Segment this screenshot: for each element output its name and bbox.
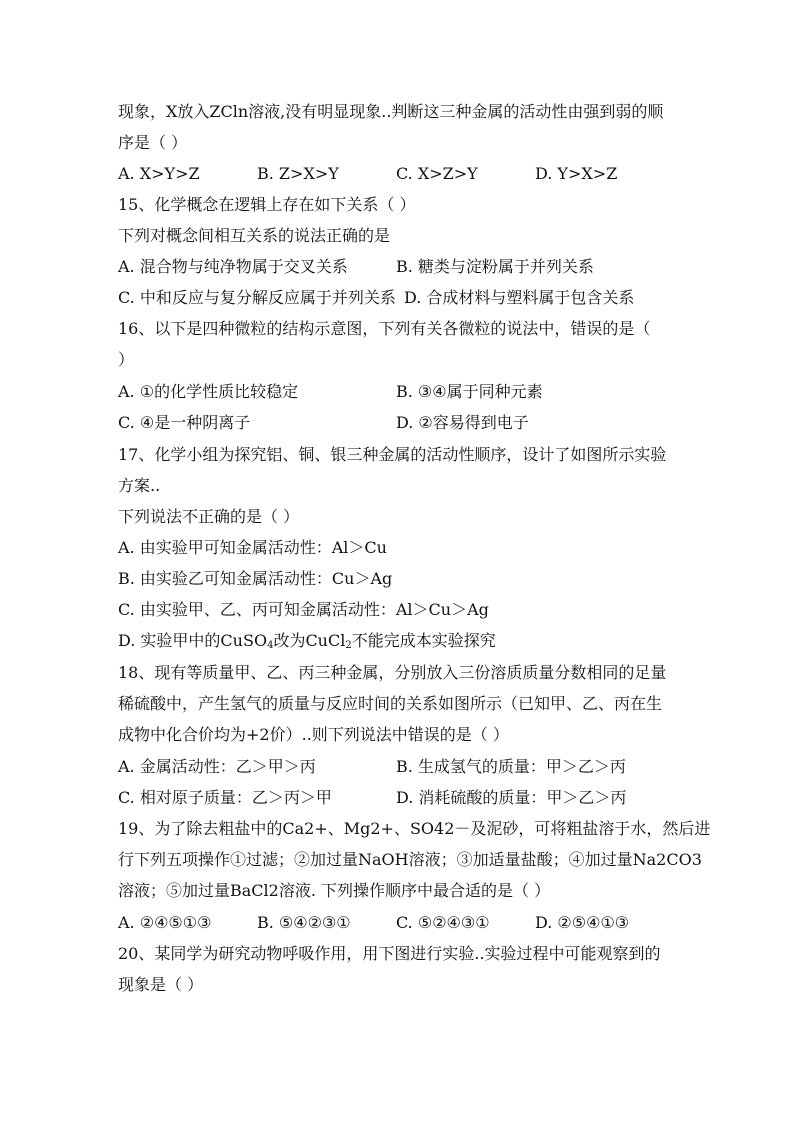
q16-option-b: B. ③④属于同种元素 (396, 382, 543, 401)
q17-d-prefix: D. 实验甲中的CuSO (118, 631, 268, 650)
q19-option-d: D. ②⑤④①③ (535, 913, 630, 932)
q17-option-c: C. 由实验甲、乙、丙可知金属活动性：Al＞Cu＞Ag (118, 600, 489, 619)
q17-stem-line-1: 17、化学小组为探究铝、铜、银三种金属的活动性顺序，设计了如图所示实验 (118, 445, 667, 464)
q19-option-c: C. ⑤②④③① (396, 913, 490, 932)
q14-stem-line-1: 现象，X放入ZCln溶液,没有明显现象..判断这三种金属的活动性由强到弱的顺 (118, 102, 664, 121)
q20-stem-line-1: 20、某同学为研究动物呼吸作用，用下图进行实验..实验过程中可能观察到的 (118, 944, 661, 963)
q19-option-b: B. ⑤④②③① (257, 913, 351, 932)
q18-option-b: B. 生成氢气的质量：甲＞乙＞丙 (396, 757, 626, 776)
q15-option-c: C. 中和反应与复分解反应属于并列关系 (118, 288, 396, 307)
q16-option-c: C. ④是一种阴离子 (118, 413, 251, 432)
q18-option-a: A. 金属活动性：乙＞甲＞丙 (118, 757, 316, 776)
q17-d-suffix: 不能完成本实验探究 (351, 631, 496, 650)
q17-d-subscript-4: 4 (267, 640, 274, 651)
q19-stem-line-2: 行下列五项操作①过滤；②加过量NaOH溶液；③加适量盐酸；④加过量Na2CO3 (118, 850, 702, 869)
q18-stem-line-3: 成物中化合价均为+2价）..则下列说法中错误的是（ ） (118, 725, 509, 744)
q14-option-d: D. Y>X>Z (535, 164, 618, 183)
q15-option-a: A. 混合物与纯净物属于交叉关系 (118, 257, 348, 276)
q15-option-d: D. 合成材料与塑料属于包含关系 (404, 288, 635, 307)
q17-option-a: A. 由实验甲可知金属活动性：Al＞Cu (118, 538, 387, 557)
q17-d-mid: 改为CuCl (273, 631, 346, 650)
q19-stem-line-1: 19、为了除去粗盐中的Ca2+、Mg2+、SO42－及泥砂，可将粗盐溶于水，然后进 (118, 819, 711, 838)
q19-stem-line-3: 溶液；⑤加过量BaCl2溶液. 下列操作顺序中最合适的是（ ） (118, 881, 551, 900)
q18-option-d: D. 消耗硫酸的质量：甲＞乙＞丙 (396, 788, 627, 807)
q19-option-a: A. ②④⑤①③ (118, 913, 212, 932)
q16-option-d: D. ②容易得到电子 (396, 413, 529, 432)
q16-option-a: A. ①的化学性质比较稳定 (118, 382, 299, 401)
q20-stem-line-2: 现象是（ ） (118, 975, 204, 994)
q17-stem-line-2: 方案.. (118, 476, 161, 495)
q18-stem-line-1: 18、现有等质量甲、乙、丙三种金属，分别放入三份溶质质量分数相同的足量 (118, 663, 667, 682)
q17-option-b: B. 由实验乙可知金属活动性：Cu＞Ag (118, 569, 393, 588)
q15-stem-line-2: 下列对概念间相互关系的说法正确的是 (118, 226, 391, 245)
q16-stem-line-1: 16、以下是四种微粒的结构示意图，下列有关各微粒的说法中，错误的是（ (118, 319, 651, 338)
q14-stem-line-2: 序是（ ） (118, 133, 188, 152)
q17-stem-line-3: 下列说法不正确的是（ ） (118, 507, 300, 526)
q15-stem-line-1: 15、化学概念在逻辑上存在如下关系（ ） (118, 195, 416, 214)
q14-option-c: C. X>Z>Y (396, 164, 478, 183)
q17-d-subscript-2: 2 (345, 640, 352, 651)
q14-option-a: A. X>Y>Z (118, 164, 200, 183)
q14-option-b: B. Z>X>Y (257, 164, 339, 183)
q17-option-d (118, 630, 496, 652)
q15-option-b: B. 糖类与淀粉属于并列关系 (396, 257, 594, 276)
q16-stem-line-2: ） (118, 350, 135, 369)
q18-option-c: C. 相对原子质量：乙＞丙＞甲 (118, 788, 332, 807)
q18-stem-line-2: 稀硫酸中，产生氢气的质量与反应时间的关系如图所示（已知甲、乙、丙在生 (118, 694, 663, 713)
